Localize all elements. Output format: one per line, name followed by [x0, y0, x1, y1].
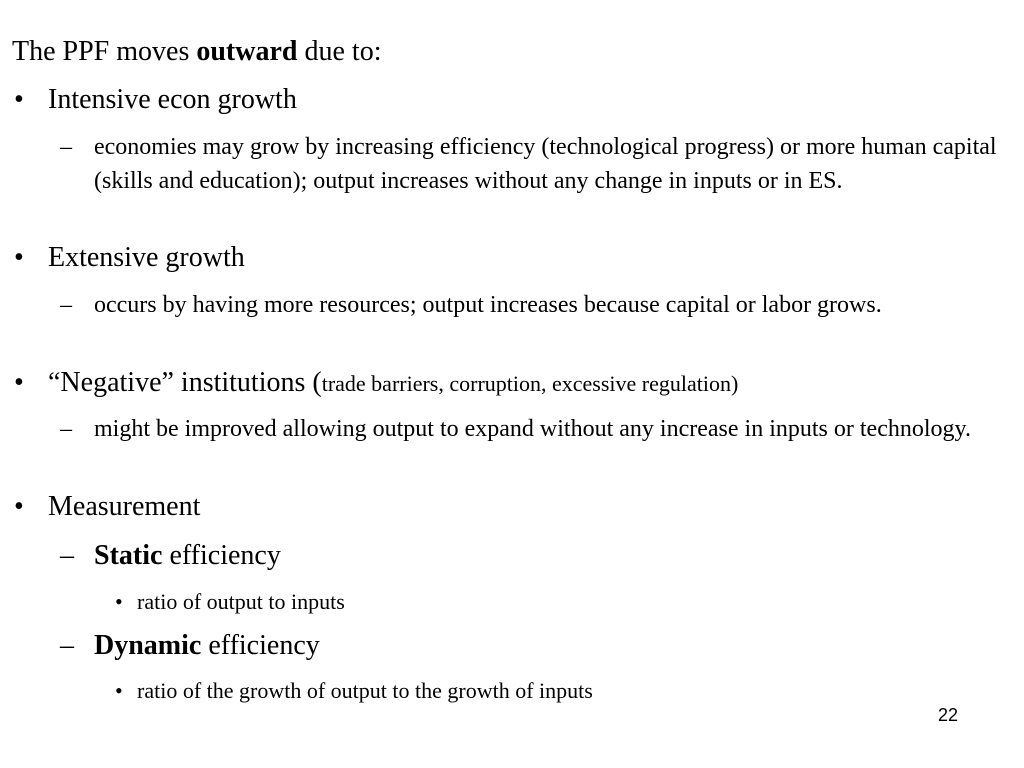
heading-bold: outward: [196, 36, 298, 67]
sub-bullet-text: occurs by having more resources; output increases because capital or labor grows.: [94, 292, 882, 318]
sub-sub-bullet-text: ratio of the growth of output to the growth of inputs: [137, 678, 593, 703]
dynamic-rest: efficiency: [201, 630, 320, 661]
bullet-icon: •: [14, 84, 24, 115]
bullet-label: [48, 367, 738, 399]
sub-bullet-text: economies may grow by increasing efficiency (technological progress) or more human capital (skills and education); output increases without any change in inputs or in ES.: [94, 134, 997, 194]
bullet-icon: •: [115, 589, 123, 614]
bullet-label: Measurement: [48, 491, 201, 522]
dynamic-bold: Dynamic: [94, 630, 202, 661]
bullet-icon: •: [14, 242, 24, 273]
bullet-label: Intensive econ growth: [48, 84, 297, 115]
bullet-icon: •: [115, 678, 123, 703]
sub-bullet-text: might be improved allowing output to expand without any increase in inputs or technology.: [94, 416, 971, 442]
dash-icon: –: [60, 630, 74, 661]
bullet-icon: •: [14, 367, 24, 398]
sub-bullet-text: [94, 540, 281, 572]
bullet-label: Extensive growth: [48, 242, 245, 273]
page-number: 22: [938, 705, 959, 725]
bullet-label-small: trade barriers, corruption, excessive regulation): [321, 371, 739, 396]
static-rest: efficiency: [162, 540, 281, 571]
bullet-label-main: “Negative” institutions (: [48, 367, 322, 398]
sub-sub-bullet-text: ratio of output to inputs: [137, 589, 345, 614]
slide-heading: [12, 36, 381, 68]
heading-prefix: The PPF moves: [12, 36, 197, 67]
sub-bullet-text: [94, 630, 320, 662]
dash-icon: –: [60, 540, 74, 571]
dash-icon: –: [60, 292, 72, 318]
bullet-icon: •: [14, 491, 24, 522]
static-bold: Static: [94, 540, 163, 571]
dash-icon: –: [60, 134, 72, 160]
dash-icon: –: [60, 416, 72, 442]
heading-suffix: due to:: [297, 36, 382, 67]
